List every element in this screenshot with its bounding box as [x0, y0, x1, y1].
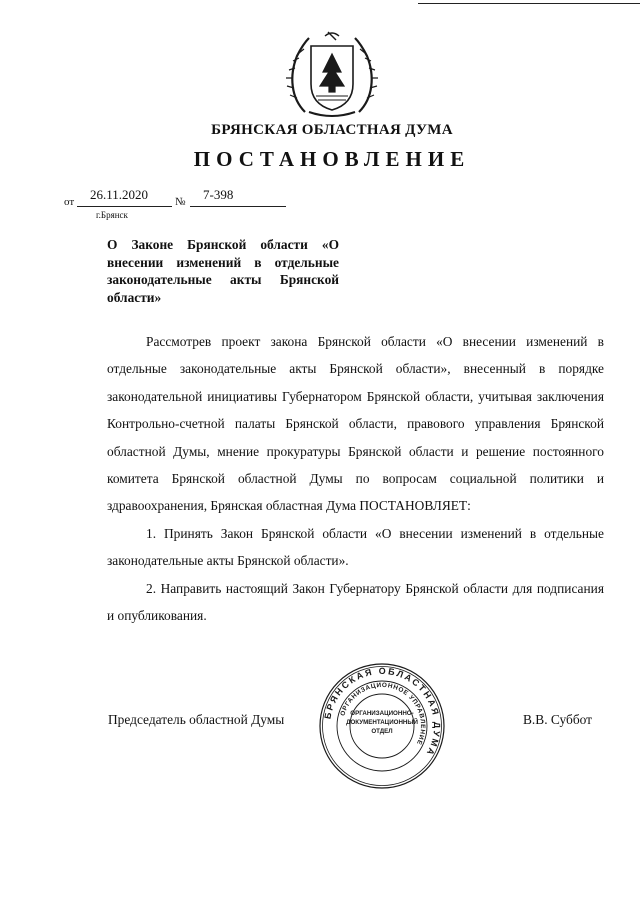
document-date: 26.11.2020: [90, 187, 149, 202]
body-paragraph: 2. Направить настоящий Закон Губернатору Брянской области для подписания и опубликования.: [107, 580, 604, 624]
document-body: [107, 328, 604, 629]
law-title: О Законе Брянской области «О внесении изменений в отдельные законодательные акты Брянской области»: [107, 237, 339, 305]
seal-center-line: ДОКУМЕНТАЦИОННЫЙ: [346, 719, 418, 726]
signatory-name: В.В. Суббот: [523, 712, 593, 727]
seal-center-text: [345, 709, 419, 736]
body-paragraph: Рассмотрев проект закона Брянской области «О внесении изменений в отдельные законодательные акты Брянской области», внесенный в порядке законодательной инициативы Губернатором Брянской области, учитывая заключения Контрольно-счетной палаты Брянской области, правового управления Брянской областной Думы, мнение прокуратуры Брянской области и решение постоянного комитета Брянской областной Думы по вопросам социальной политики и здравоохранения, Брянская областная Дума ПОСТАНОВЛЯЕТ:: [107, 334, 604, 514]
number-underline: [190, 206, 286, 207]
seal-center-line: ОРГАНИЗАЦИОННО-: [350, 710, 414, 717]
document-type-title: ПОСТАНОВЛЕНИЕ: [193, 147, 471, 171]
document-number: 7-398: [203, 187, 234, 202]
organization-name: БРЯНСКАЯ ОБЛАСТНАЯ ДУМА: [211, 122, 453, 138]
signatory-position: Председатель областной Думы: [108, 712, 285, 727]
date-underline: [77, 206, 172, 207]
number-sign-label: №: [175, 196, 186, 208]
seal-center-line: ОТДЕЛ: [371, 728, 393, 735]
coat-of-arms-icon: [283, 28, 381, 120]
document-city: г.Брянск: [96, 210, 128, 220]
seal-outer-text: БРЯНСКАЯ ОБЛАСТНАЯ ДУМА: [322, 665, 443, 759]
date-prefix-label: от: [64, 196, 75, 208]
top-divider: [418, 3, 640, 4]
body-paragraph: 1. Принять Закон Брянской области «О внесении изменений в отдельные законодательные акты Брянской области».: [107, 525, 604, 569]
seal-inner-text: ОРГАНИЗАЦИОННОЕ УПРАВЛЕНИЕ: [339, 681, 427, 747]
